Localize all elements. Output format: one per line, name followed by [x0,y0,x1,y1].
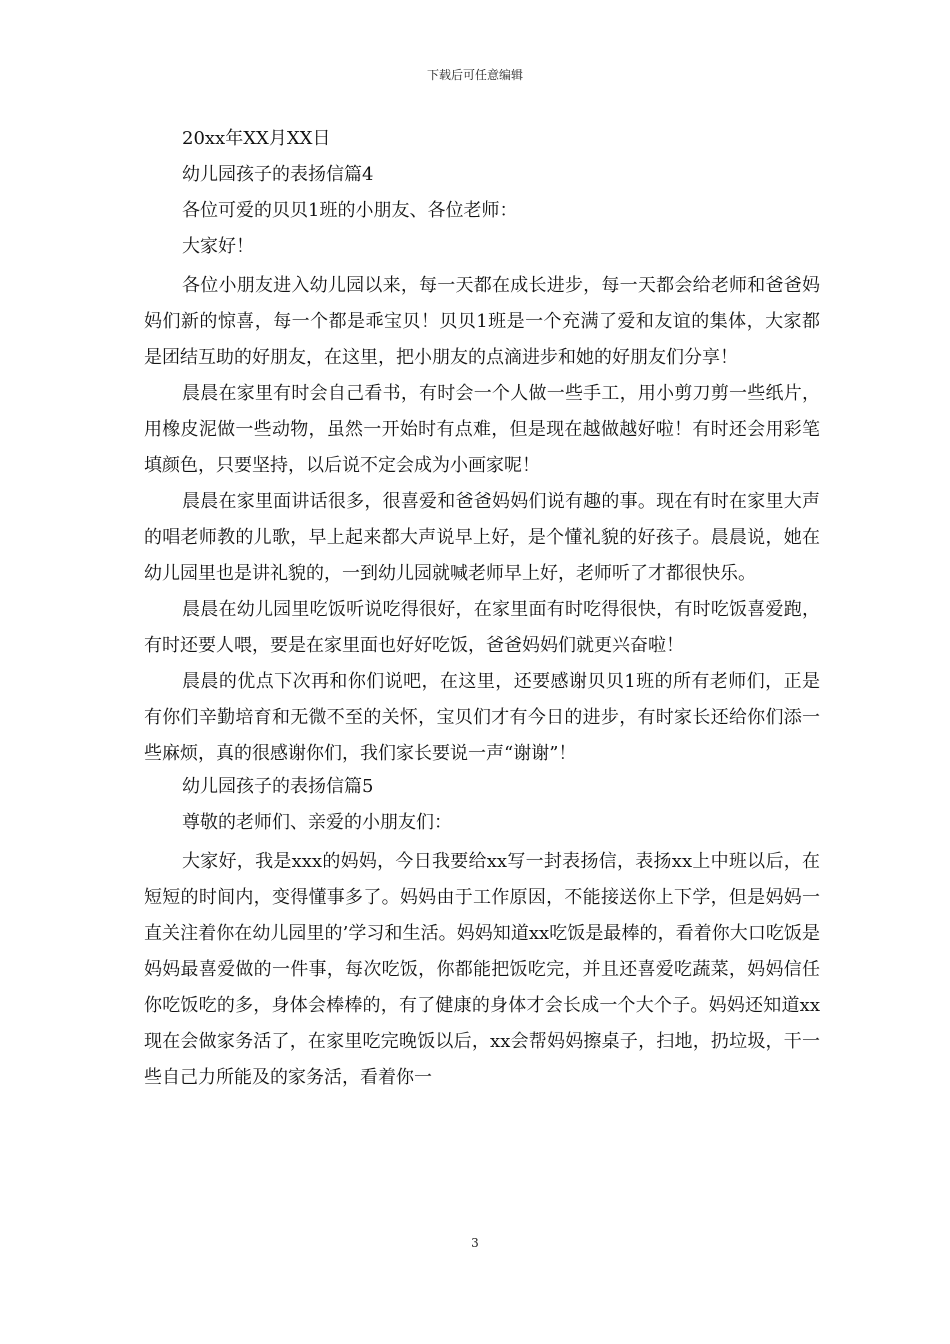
page-header: 下载后可任意编辑 [426,68,523,82]
paragraph: 晨晨在幼儿园里吃饭听说吃得很好，在家里面有时吃得很快，有时吃饭喜爱跑，有时还要人喂，要是在家里面也好好吃饭，爸爸妈妈们就更兴奋啦！ [144,599,820,656]
letter-greeting-4: 各位可爱的贝贝1班的小朋友、各位老师： [182,200,518,221]
section-heading-5: 幼儿园孩子的表扬信篇5 [182,776,374,797]
letter-greeting-5: 尊敬的老师们、亲爱的小朋友们： [182,812,452,833]
paragraph: 晨晨在家里面讲话很多，很喜爱和爸爸妈妈们说有趣的事。现在有时在家里大声的唱老师教的儿歌，早上起来都大声说早上好，是个懂礼貌的好孩子。晨晨说，她在幼儿园里也是讲礼貌的，一到幼儿园就喊老师早上好，老师听了才都很快乐。 [144,491,820,584]
paragraph: 各位小朋友进入幼儿园以来，每一天都在成长进步，每一天都会给老师和爸爸妈妈们新的惊喜，每一个都是乖宝贝！贝贝1班是一个充满了爱和友谊的集体，大家都是团结互助的好朋友，在这里，把小朋友的点滴进步和她的好朋友们分享！ [144,275,820,368]
letter-hello-4: 大家好！ [182,236,254,257]
paragraph: 大家好，我是xxx的妈妈，今日我要给xx写一封表扬信，表扬xx上中班以后，在短短的时间内，变得懂事多了。妈妈由于工作原因，不能接送你上下学，但是妈妈一直关注着你在幼儿园里的’学习和生活。妈妈知道xx吃饭是最棒的，看着你大口吃饭是妈妈最喜爱做的一件事，每次吃饭，你都能把饭吃完，并且还喜爱吃蔬菜，妈妈信任你吃饭吃的多，身体会棒棒的，有了健康的身体才会长成一个大个子。妈妈还知道xx现在会做家务活了，在家里吃完晚饭以后，xx会帮妈妈擦桌子，扫地，扔垃圾，干一些自己力所能及的家务活，看着你一 [144,851,820,1088]
paragraph: 晨晨在家里有时会自己看书，有时会一个人做一些手工，用小剪刀剪一些纸片，用橡皮泥做一些动物，虽然一开始时有点难，但是现在越做越好啦！有时还会用彩笔填颜色，只要坚持，以后说不定会成为小画家呢！ [144,383,820,476]
paragraph: 晨晨的优点下次再和你们说吧，在这里，还要感谢贝贝1班的所有老师们，正是有你们辛勤培育和无微不至的关怀，宝贝们才有今日的进步，有时家长还给你们添一些麻烦，真的很感谢你们，我们家长要说一声“谢谢”！ [144,671,820,764]
page-number: 3 [471,1236,479,1250]
letter-date: 20xx年XX月XX日 [182,128,331,149]
document-body [144,124,820,1096]
section-heading-4: 幼儿园孩子的表扬信篇4 [182,164,374,185]
